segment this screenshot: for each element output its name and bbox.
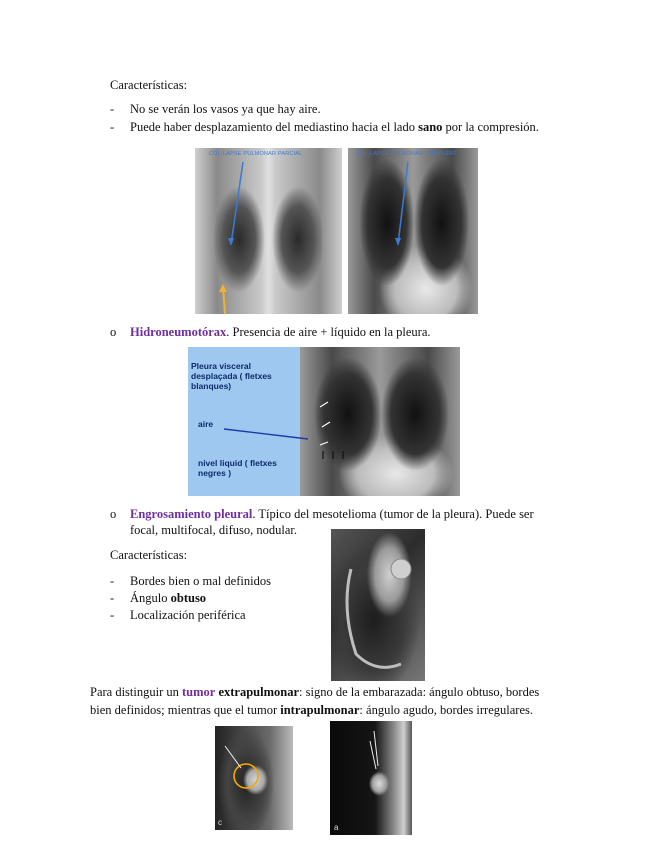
section2-item2-bold: obtuso bbox=[170, 591, 207, 605]
paragraph-intrapulmonar: intrapulmonar bbox=[280, 703, 360, 717]
xray-partial-arrows-icon bbox=[195, 148, 342, 314]
ct-left-letter: c bbox=[218, 818, 222, 827]
section1-item2-post: por la compresión. bbox=[442, 120, 539, 134]
paragraph-extrapulmonar: extrapulmonar bbox=[218, 685, 300, 699]
o-bullet: o bbox=[110, 325, 117, 339]
dash-bullet: - bbox=[110, 608, 115, 622]
paragraph-line2-post: : ángulo agudo, bordes irregulares. bbox=[359, 703, 533, 717]
label-visceral: Pleura visceral desplaçada ( fletxes blanques) bbox=[191, 361, 272, 391]
ct-intrapulmonary-marker-icon bbox=[330, 721, 412, 835]
hydro-term: Hidroneumotórax bbox=[130, 325, 227, 339]
section2-item3: Localización periférica bbox=[130, 608, 246, 622]
paragraph-p3: : signo de la embarazada: ángulo obtuso, bordes bbox=[299, 685, 540, 699]
section1-item2-bold: sano bbox=[418, 120, 443, 134]
o-bullet: o bbox=[110, 507, 117, 521]
label-nivel: nivel liquid ( fletxes negres ) bbox=[198, 458, 277, 478]
hydro-line bbox=[130, 324, 431, 340]
section1-item1: No se verán los vasos ya que hay aire. bbox=[130, 102, 321, 116]
ct-extrapulmonary-marker-icon bbox=[215, 726, 293, 830]
dash-bullet: - bbox=[110, 102, 115, 116]
paragraph-line1 bbox=[90, 684, 539, 700]
thickening-line1 bbox=[130, 506, 564, 522]
hydro-figure bbox=[188, 347, 460, 496]
label-aire: aire bbox=[198, 419, 214, 429]
ct-pleura-outline-icon bbox=[331, 529, 425, 681]
hydro-text: . Presencia de aire + líquido en la pleura. bbox=[226, 325, 431, 339]
xray-partial-caption: COL·LAPSE PULMONAR PARCIAL bbox=[209, 151, 303, 157]
hydro-pointer-arrows-icon bbox=[188, 347, 460, 496]
thickening-text1: . Típico del mesotelioma (tumor de la pleura). Puede ser bbox=[252, 507, 534, 521]
section2-item1: Bordes bien o mal definidos bbox=[130, 574, 271, 588]
xray-complete-collapse bbox=[348, 148, 478, 314]
xray-partial-collapse bbox=[195, 148, 342, 314]
section1-heading: Características: bbox=[110, 78, 188, 92]
section2-item2 bbox=[130, 590, 206, 606]
dash-bullet: - bbox=[110, 120, 115, 134]
dash-bullet: - bbox=[110, 574, 115, 588]
ct-extrapulmonary-tumor bbox=[215, 726, 293, 830]
paragraph-line2 bbox=[90, 702, 533, 718]
ct-right-letter: a bbox=[334, 823, 339, 832]
ct-pleural-thickening bbox=[331, 529, 425, 681]
section1-item2 bbox=[130, 119, 539, 135]
thickening-line2: focal, multifocal, difuso, nodular. bbox=[130, 523, 297, 537]
xray-complete-caption: COL·LAPSE PULMONAR COMPLERT bbox=[356, 151, 457, 157]
dash-bullet: - bbox=[110, 591, 115, 605]
section1-item2-pre: Puede haber desplazamiento del mediastino hacia el lado bbox=[130, 120, 419, 134]
xray-complete-arrow-icon bbox=[348, 148, 478, 314]
ct-intrapulmonary-tumor bbox=[330, 721, 412, 835]
thickening-term: Engrosamiento pleural bbox=[130, 507, 253, 521]
paragraph-tumor: tumor bbox=[182, 685, 216, 699]
section2-heading: Características: bbox=[110, 548, 188, 562]
paragraph-p1: Para distinguir un bbox=[90, 685, 183, 699]
section2-item2-pre: Ángulo bbox=[130, 591, 171, 605]
paragraph-line2-pre: bien definidos; mientras que el tumor bbox=[90, 703, 281, 717]
